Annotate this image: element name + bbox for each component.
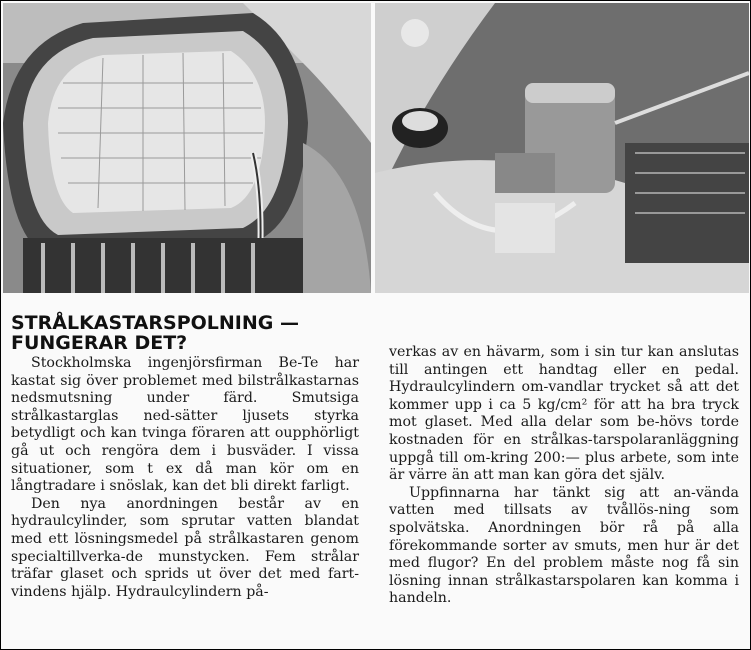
headlight-photo <box>3 3 371 293</box>
paragraph: Uppfinnarna har tänkt sig att an-vända vatten med tillsats av tvållös-ning som spolvätska. Anordningen bör rå på alla förekommande sorter av smuts, men hur är det med flugor? En del problem måste nog få sin lösning innan strålkastarspolaren kan komma i handeln. <box>389 484 739 607</box>
article-column-left <box>11 355 359 601</box>
article-headline <box>11 313 351 353</box>
headlight-illustration <box>3 3 371 293</box>
paragraph: Stockholmska ingenjörsfirman Be-Te har kastat sig över problemet med bilstrålkastarnas nedsmutsning under färd. Smutsiga strålkastarglas ned-sätter ljusets styrka betydligt och kan tvinga föraren att oupphörligt gå ut och rengöra dem i busväder. I vissa situationer, som t ex då man kör om en långtradare i snöslak, kan det bli direkt farligt. <box>11 355 359 495</box>
headline-line-1: STRÅLKASTARSPOLNING — <box>11 312 299 334</box>
paragraph: Den nya anordningen består av en hydraulcylinder, som sprutar vatten blandat med ett lösningsmedel på strålkastaren genom specialtillverka-de munstycken. Fem strålar träfar glaset och sprids ut över det med fart-vindens hjälp. Hydraulcylindern på- <box>11 495 359 600</box>
article-column-right <box>389 344 739 608</box>
headline-line-2: FUNGERAR DET? <box>11 332 188 354</box>
engine-bay-photo <box>375 3 749 293</box>
engine-bay-illustration <box>375 3 749 293</box>
paragraph: verkas av en hävarm, som i sin tur kan anslutas till antingen ett handtag eller en pedal. Hydraulcylindern om-vandlar trycket så att det kommer upp i ca 5 kg/cm² för att ha bra tryck mot glaset. Med alla delar som be-hövs torde kostnaden för en strålkas-tarspolaranläggning uppgå till om-kring 200:— plus arbete, som inte är värre än att man kan göra det själv. <box>389 344 739 484</box>
